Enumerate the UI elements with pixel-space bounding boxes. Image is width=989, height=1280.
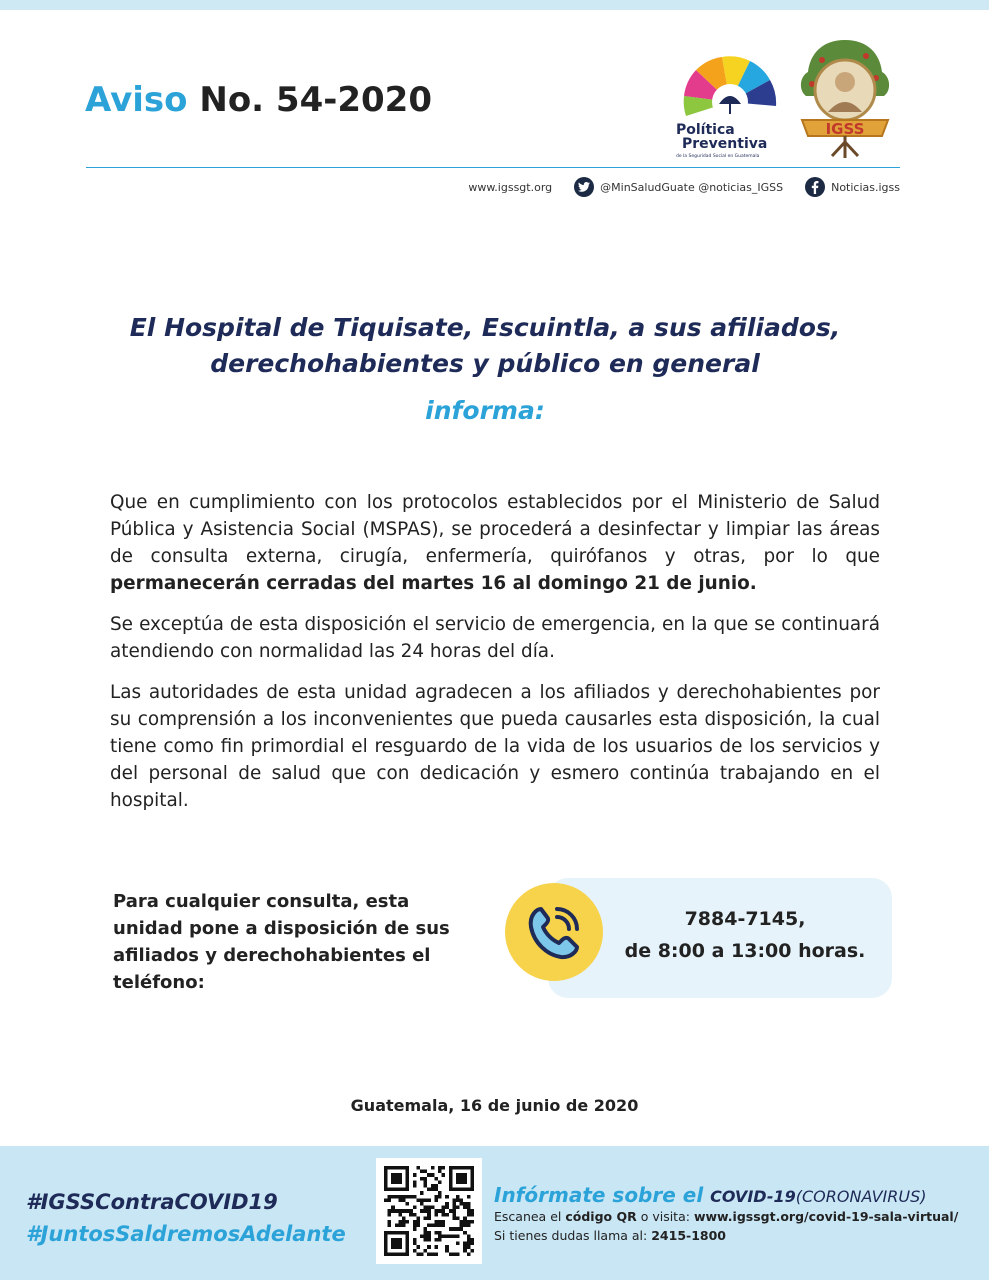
covid-label: COVID-19 <box>710 1187 796 1206</box>
covid-info <box>494 1183 958 1245</box>
notice-word: Aviso <box>85 80 188 120</box>
notice-number: No. 54-2020 <box>199 80 432 120</box>
covid-info-title: Infórmate sobre el COVID-19(CORONAVIRUS) <box>494 1183 927 1207</box>
social-links <box>468 177 900 197</box>
qr-code[interactable] <box>376 1158 482 1264</box>
body-paragraph-2: Se exceptúa de esta disposición el servicio de emergencia, en la que se continuará atendiendo con normalidad las 24 horas del día. <box>110 614 880 662</box>
hashtag-igss: #IGSSContraCOVID19 <box>26 1190 278 1214</box>
twitter-icon <box>574 177 594 197</box>
announcement-headline <box>60 310 910 382</box>
closure-dates: permanecerán cerradas del martes 16 al domingo 21 de junio. <box>110 573 757 594</box>
covid-url-link[interactable]: www.igssgt.org/covid-19-sala-virtual/ <box>693 1209 959 1224</box>
facebook-icon <box>805 177 825 197</box>
document-date: Guatemala, 16 de junio de 2020 <box>350 1096 639 1115</box>
notice-title <box>85 80 432 120</box>
facebook-page[interactable]: Noticias.igss <box>831 180 900 194</box>
footer-hashtags <box>26 1186 346 1250</box>
body-paragraph-1: Que en cumplimiento con los protocolos establecidos por el Ministerio de Salud Pública y Asistencia Social (MSPAS), se procederá a desinfectar y limpiar las áreas de consulta externa, cirugía, enfermería, quirófanos y otras, por lo que permanecerán cerradas del martes 16 al domingo 21 de junio. <box>110 492 880 594</box>
politica-word: Política <box>676 122 735 138</box>
headline-line-2: derechohabientes y público en general <box>210 349 760 378</box>
header-divider <box>86 167 900 168</box>
politica-tagline: de la Seguridad Social en Guatemala <box>676 154 760 159</box>
website-link[interactable]: www.igssgt.org <box>468 180 553 194</box>
preventiva-word: Preventiva <box>682 136 768 152</box>
igss-logo <box>792 32 898 160</box>
politica-preventiva-logo <box>672 50 784 160</box>
contact-text: Para cualquier consulta, esta unidad pone a disposición de sus afiliados y derechohabientes el teléfono: <box>113 891 450 993</box>
igss-logo-text: IGSS <box>825 120 865 138</box>
phone-number[interactable]: 7884-7145, <box>684 908 806 930</box>
top-color-strip <box>0 0 989 10</box>
body-paragraph-3: Las autoridades de esta unidad agradecen a los afiliados y derechohabientes por su comprensión a los inconvenientes que pueda causarles esta disposición, la cual tiene como fin primordial el resguardo de la vida de los usuarios de los servicios y del personal de salud que con dedicación y esmero continúa trabajando en el hospital. <box>110 682 880 811</box>
twitter-handles[interactable]: @MinSaludGuate @noticias_IGSS <box>600 180 784 194</box>
phone-details <box>600 903 890 967</box>
covid-phone-number[interactable]: 2415-1800 <box>651 1228 727 1243</box>
covid-info-scan: Escanea el código QR o visita: www.igssgt.org/covid-19-sala-virtual/ <box>494 1209 959 1224</box>
hashtag-juntos: #JuntosSaldremosAdelante <box>26 1222 346 1246</box>
informa-label: informa: <box>425 396 545 425</box>
coronavirus-label: (CORONAVIRUS) <box>795 1187 927 1206</box>
phone-hours: de 8:00 a 13:00 horas. <box>624 940 866 962</box>
phone-icon <box>505 883 603 981</box>
headline-line-1: El Hospital de Tiquisate, Escuintla, a sus afiliados, <box>129 313 841 342</box>
announcement-body <box>110 489 880 828</box>
covid-info-phone: Si tienes dudas llama al: 2415-1800 <box>494 1228 727 1243</box>
